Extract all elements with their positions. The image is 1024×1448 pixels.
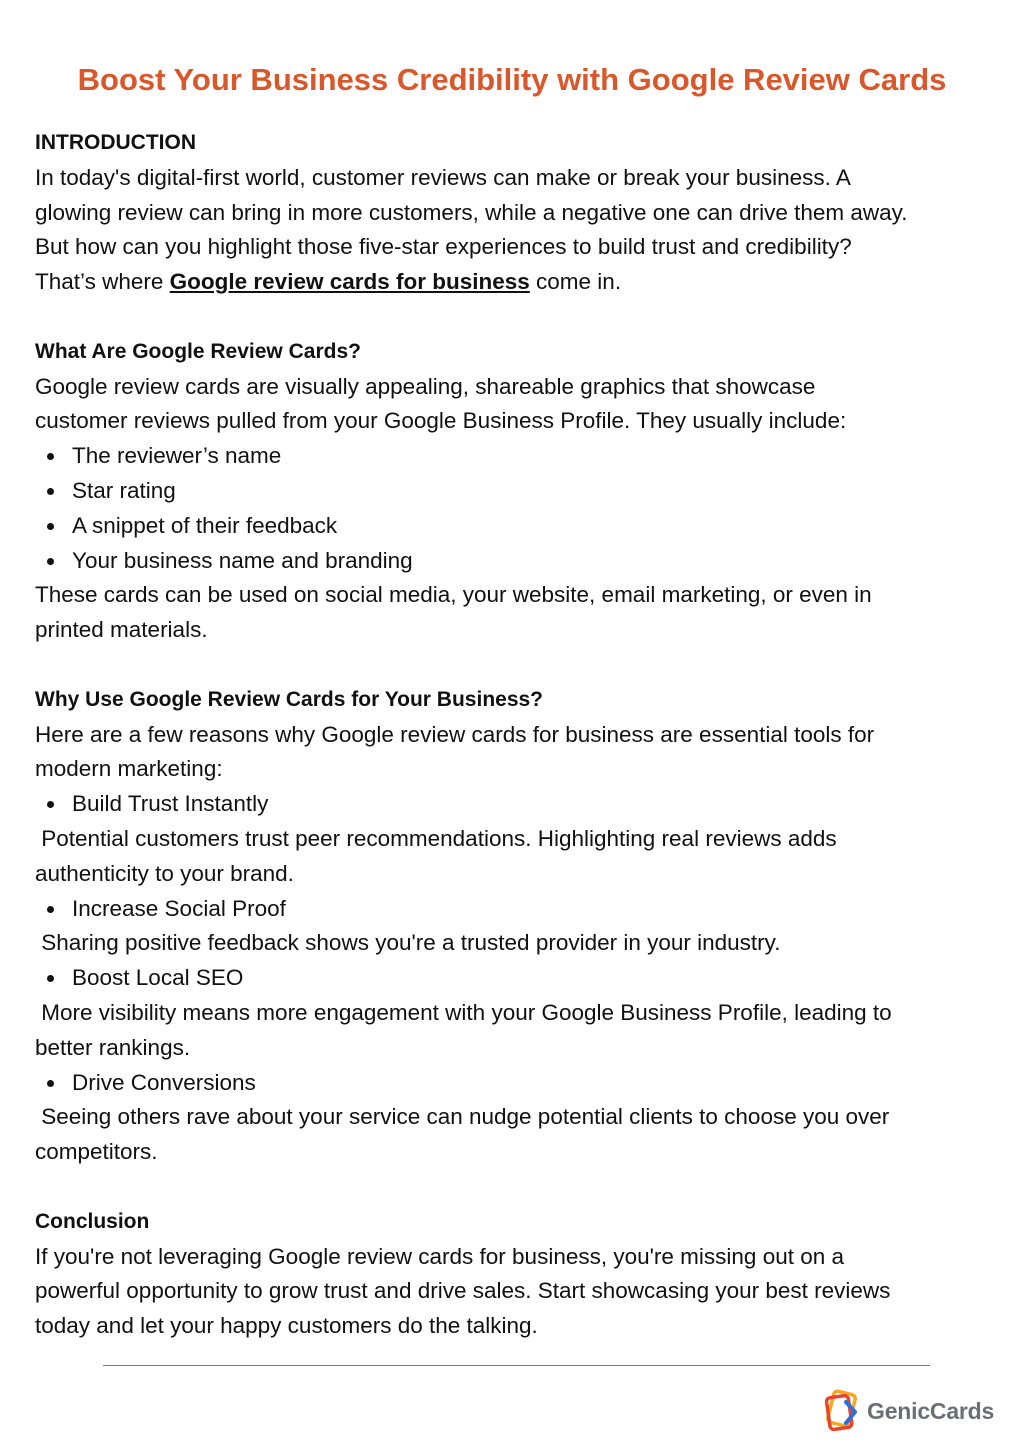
conclusion-line: powerful opportunity to grow trust and drive sales. Start showcasing your best reviews (35, 1278, 891, 1304)
page-title: Boost Your Business Credibility with Google Review Cards (77, 62, 947, 97)
what-line: These cards can be used on social media, your website, email marketing, or even in (35, 582, 872, 608)
document-body (35, 126, 995, 1344)
genic-cards-logo[interactable] (822, 1386, 1012, 1436)
reason-title: Boost Local SEO (35, 961, 995, 996)
list-item: A snippet of their feedback (35, 509, 995, 544)
what-heading: What Are Google Review Cards? (35, 339, 361, 363)
logo-text: GenicCards (867, 1397, 995, 1424)
intro-heading: INTRODUCTION (35, 131, 196, 154)
reason-text: Sharing positive feedback shows you're a trusted provider in your industry. (35, 930, 781, 956)
why-line: Here are a few reasons why Google review cards for business are essential tools for (35, 721, 875, 747)
why-heading: Why Use Google Review Cards for Your Business? (35, 687, 544, 711)
reason-bullet (35, 892, 995, 927)
reason-text: competitors. (35, 1139, 158, 1165)
footer-divider (103, 1365, 930, 1366)
intro-line: In today's digital-first world, customer reviews can make or break your business. A (35, 164, 851, 190)
reason-text: More visibility means more engagement with your Google Business Profile, leading to (35, 999, 892, 1025)
section-spacer (35, 648, 995, 683)
intro-line: But how can you highlight those five-star experiences to build trust and credibility? (35, 234, 852, 260)
intro-line: glowing review can bring in more customers, while a negative one can drive them away. (35, 199, 908, 225)
why-line: modern marketing: (35, 756, 223, 782)
reason-text: Seeing others rave about your service can nudge potential clients to choose you over (35, 1104, 890, 1130)
conclusion-line: If you're not leveraging Google review cards for business, you're missing out on a (35, 1243, 845, 1269)
conclusion-heading: Conclusion (35, 1209, 150, 1233)
reason-bullet (35, 961, 995, 996)
section-spacer (35, 1170, 995, 1205)
list-item: Star rating (35, 474, 995, 509)
reason-bullet (35, 787, 995, 822)
what-line: customer reviews pulled from your Google Business Profile. They usually include: (35, 408, 847, 434)
reason-title: Build Trust Instantly (35, 787, 995, 822)
list-item: Your business name and branding (35, 544, 995, 579)
what-bullet-list (35, 439, 995, 578)
conclusion-line: today and let your happy customers do the talking. (35, 1313, 538, 1339)
intro-line-suffix: come in. (529, 269, 622, 295)
reason-text: authenticity to your brand. (35, 860, 294, 886)
reason-bullet (35, 1066, 995, 1101)
genic-cards-logo-icon (822, 1388, 864, 1434)
what-line: Google review cards are visually appealing, shareable graphics that showcase (35, 373, 816, 399)
intro-line-prefix: That’s where (35, 269, 170, 295)
what-line: printed materials. (35, 617, 208, 643)
list-item: The reviewer’s name (35, 439, 995, 474)
google-review-cards-link[interactable]: Google review cards for business (169, 269, 530, 295)
reason-text: Potential customers trust peer recommendations. Highlighting real reviews adds (35, 825, 837, 851)
section-spacer (35, 300, 995, 335)
reason-title: Increase Social Proof (35, 892, 995, 927)
reason-text: better rankings. (35, 1034, 191, 1060)
reason-title: Drive Conversions (35, 1066, 995, 1101)
intro-line (35, 265, 995, 300)
